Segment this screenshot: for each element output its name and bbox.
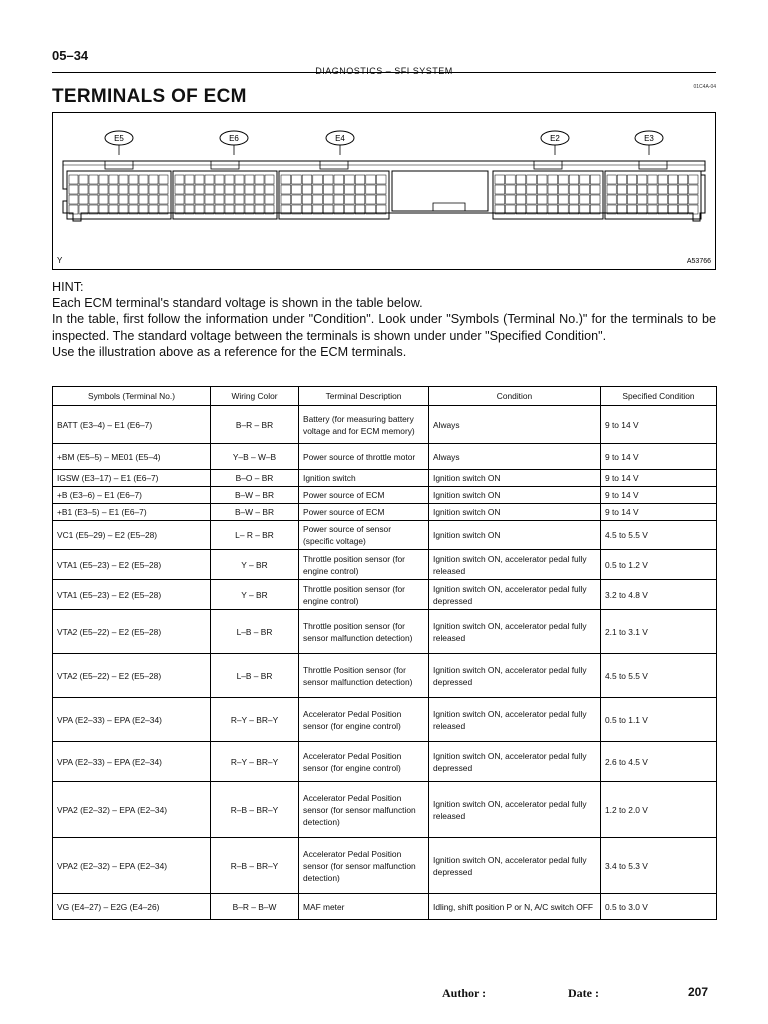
cell-terminal-description: MAF meter <box>299 894 429 920</box>
terminal-cell <box>559 195 569 204</box>
terminal-cell <box>537 185 547 194</box>
table-row <box>53 742 717 782</box>
terminal-cell <box>569 175 579 184</box>
header-condition: Condition <box>429 387 601 406</box>
terminal-cell <box>109 195 118 204</box>
cell-terminal-description: Power source of ECM <box>299 487 429 504</box>
cell-condition: Ignition switch ON, accelerator pedal fully released <box>429 698 601 742</box>
connector-e2 <box>493 131 603 219</box>
terminal-cell <box>506 185 516 194</box>
cell-wiring-color: Y–B – W–B <box>211 444 299 470</box>
terminal-cell <box>627 175 636 184</box>
terminal-cell <box>668 175 677 184</box>
cell-condition: Ignition switch ON <box>429 470 601 487</box>
document-code: 01C4A-04 <box>693 84 716 90</box>
table-row <box>53 782 717 838</box>
cell-specified-condition: 9 to 14 V <box>601 406 717 444</box>
terminal-cell <box>69 195 78 204</box>
terminal-cell <box>69 185 78 194</box>
terminal-cell <box>617 185 626 194</box>
terminal-cell <box>495 195 505 204</box>
table-row <box>53 406 717 444</box>
table-row <box>53 580 717 610</box>
cell-wiring-color: B–W – BR <box>211 504 299 521</box>
terminal-cell <box>366 195 376 204</box>
terminal-cell <box>119 185 128 194</box>
terminal-cell <box>679 175 688 184</box>
cell-symbols: VTA1 (E5–23) – E2 (E5–28) <box>53 580 211 610</box>
cell-condition: Ignition switch ON, accelerator pedal fully depressed <box>429 838 601 894</box>
cell-wiring-color: L–B – BR <box>211 610 299 654</box>
connector-e3 <box>605 131 701 219</box>
header-terminal-description: Terminal Description <box>299 387 429 406</box>
cell-condition: Ignition switch ON, accelerator pedal fully released <box>429 610 601 654</box>
terminal-cell <box>537 175 547 184</box>
connectors-layer <box>67 131 701 219</box>
terminal-cell <box>345 195 355 204</box>
terminal-cell <box>185 195 194 204</box>
terminal-cell <box>255 195 264 204</box>
cell-symbols: VTA2 (E5–22) – E2 (E5–28) <box>53 654 211 698</box>
terminal-cell <box>569 185 579 194</box>
terminal-cell <box>89 195 98 204</box>
cell-symbols: VPA (E2–33) – EPA (E2–34) <box>53 742 211 782</box>
connector-label: E2 <box>550 134 560 143</box>
figure-id: A53766 <box>686 258 711 265</box>
footer-date-label: Date : <box>568 986 599 1000</box>
terminal-cell <box>648 185 657 194</box>
terminal-cell <box>323 195 333 204</box>
terminal-cell <box>658 185 667 194</box>
terminal-cell <box>495 185 505 194</box>
terminal-cell <box>590 175 600 184</box>
footer-page-number: 207 <box>688 985 709 999</box>
terminal-cell <box>527 185 537 194</box>
hint-block <box>52 279 716 360</box>
cell-symbols: VTA2 (E5–22) – E2 (E5–28) <box>53 610 211 654</box>
terminal-cell <box>255 185 264 194</box>
terminal-cell <box>79 195 88 204</box>
cell-condition: Ignition switch ON <box>429 504 601 521</box>
terminal-cell <box>590 195 600 204</box>
terminal-cell <box>195 175 204 184</box>
cell-terminal-description: Throttle position sensor (for engine control) <box>299 550 429 580</box>
cell-specified-condition: 4.5 to 5.5 V <box>601 521 717 550</box>
terminal-cell <box>99 185 108 194</box>
table-row <box>53 487 717 504</box>
cell-symbols: +BM (E5–5) – ME01 (E5–4) <box>53 444 211 470</box>
terminal-cell <box>580 195 590 204</box>
terminal-cell <box>99 195 108 204</box>
connector-label: E4 <box>335 134 345 143</box>
cell-symbols: VPA2 (E2–32) – EPA (E2–34) <box>53 782 211 838</box>
cell-specified-condition: 2.1 to 3.1 V <box>601 610 717 654</box>
terminal-cell <box>495 175 505 184</box>
ecm-connector-diagram <box>53 113 715 269</box>
page-title: TERMINALS OF ECM <box>52 86 247 107</box>
terminal-cell <box>205 175 214 184</box>
terminal-cell <box>679 195 688 204</box>
table-row <box>53 838 717 894</box>
terminal-cell <box>69 175 78 184</box>
terminal-cell <box>689 195 698 204</box>
terminal-cell <box>245 185 254 194</box>
terminal-cell <box>516 195 526 204</box>
ecm-center-block <box>392 171 488 211</box>
terminal-cell <box>292 195 302 204</box>
table-row <box>53 550 717 580</box>
cell-condition: Ignition switch ON, accelerator pedal fully depressed <box>429 580 601 610</box>
terminal-cell <box>548 195 558 204</box>
cell-wiring-color: L– R – BR <box>211 521 299 550</box>
terminal-cell <box>281 185 291 194</box>
cell-specified-condition: 9 to 14 V <box>601 444 717 470</box>
terminal-cell <box>668 185 677 194</box>
cell-symbols: VTA1 (E5–23) – E2 (E5–28) <box>53 550 211 580</box>
terminal-cell <box>245 175 254 184</box>
terminal-cell <box>334 195 344 204</box>
cell-condition: Always <box>429 444 601 470</box>
terminal-cell <box>627 185 636 194</box>
terminal-cell <box>139 185 148 194</box>
terminal-cell <box>689 185 698 194</box>
hint-line-1: Each ECM terminal's standard voltage is shown in the table below. <box>52 296 423 311</box>
terminal-cell <box>376 175 386 184</box>
terminal-cell <box>580 175 590 184</box>
terminal-cell <box>159 175 168 184</box>
terminal-cell <box>355 175 365 184</box>
cell-wiring-color: L–B – BR <box>211 654 299 698</box>
cell-wiring-color: B–R – B–W <box>211 894 299 920</box>
hint-line-2: In the table, first follow the information under "Condition". Look under "Symbols (Terminal No.)" for the terminals to be inspected. The standard voltage between the terminals is shown under under "Specified Condition". <box>52 312 716 343</box>
table-row <box>53 698 717 742</box>
cell-terminal-description: Accelerator Pedal Position sensor (for sensor malfunction detection) <box>299 838 429 894</box>
terminal-cell <box>79 185 88 194</box>
cell-terminal-description: Throttle Position sensor (for sensor malfunction detection) <box>299 654 429 698</box>
terminal-cell <box>334 185 344 194</box>
terminal-cell <box>355 195 365 204</box>
terminal-cell <box>516 175 526 184</box>
table-header-row <box>53 387 717 406</box>
ecm-connector-figure <box>52 112 716 270</box>
terminal-cell <box>185 175 194 184</box>
cell-condition: Ignition switch ON, accelerator pedal fully released <box>429 782 601 838</box>
cell-symbols: +B (E3–6) – E1 (E6–7) <box>53 487 211 504</box>
terminal-cell <box>79 175 88 184</box>
terminal-cell <box>648 175 657 184</box>
terminal-cell <box>292 185 302 194</box>
terminal-cell <box>159 195 168 204</box>
terminal-cell <box>366 185 376 194</box>
terminal-cell <box>617 175 626 184</box>
terminal-cell <box>215 175 224 184</box>
terminal-cell <box>265 185 274 194</box>
terminal-cell <box>313 185 323 194</box>
terminal-cell <box>376 195 386 204</box>
terminal-cell <box>638 195 647 204</box>
cell-terminal-description: Accelerator Pedal Position sensor (for engine control) <box>299 698 429 742</box>
cell-terminal-description: Power source of throttle motor <box>299 444 429 470</box>
ecm-terminal-table <box>52 386 717 920</box>
table-row <box>53 504 717 521</box>
terminal-cell <box>109 185 118 194</box>
terminal-cell <box>109 175 118 184</box>
terminal-cell <box>265 175 274 184</box>
terminal-cell <box>129 175 138 184</box>
terminal-cell <box>281 195 291 204</box>
terminal-cell <box>265 195 274 204</box>
cell-condition: Idling, shift position P or N, A/C switch OFF <box>429 894 601 920</box>
cell-wiring-color: R–B – BR–Y <box>211 838 299 894</box>
terminal-cell <box>235 185 244 194</box>
terminal-cell <box>658 195 667 204</box>
terminal-cell <box>366 175 376 184</box>
cell-condition: Ignition switch ON <box>429 521 601 550</box>
cell-specified-condition: 1.2 to 2.0 V <box>601 782 717 838</box>
terminal-cell <box>129 195 138 204</box>
terminal-cell <box>355 185 365 194</box>
cell-symbols: IGSW (E3–17) – E1 (E6–7) <box>53 470 211 487</box>
footer-author-label: Author : <box>442 986 487 1000</box>
ecm-center-notch <box>433 203 465 211</box>
cell-specified-condition: 0.5 to 1.1 V <box>601 698 717 742</box>
cell-condition: Ignition switch ON, accelerator pedal fully depressed <box>429 654 601 698</box>
cell-symbols: VPA2 (E2–32) – EPA (E2–34) <box>53 838 211 894</box>
cell-wiring-color: B–O – BR <box>211 470 299 487</box>
terminal-cell <box>129 185 138 194</box>
terminal-cell <box>302 175 312 184</box>
connector-label: E5 <box>114 134 124 143</box>
terminal-cell <box>323 175 333 184</box>
terminal-cell <box>89 185 98 194</box>
cell-symbols: BATT (E3–4) – E1 (E6–7) <box>53 406 211 444</box>
terminal-cell <box>323 185 333 194</box>
cell-specified-condition: 4.5 to 5.5 V <box>601 654 717 698</box>
table-row <box>53 521 717 550</box>
ecm-housing-outline <box>63 161 705 221</box>
connector-e6 <box>173 131 277 219</box>
terminal-cell <box>607 185 616 194</box>
cell-terminal-description: Accelerator Pedal Position sensor (for engine control) <box>299 742 429 782</box>
terminal-cell <box>617 195 626 204</box>
hint-line-3: Use the illustration above as a reference for the ECM terminals. <box>52 344 407 359</box>
terminal-cell <box>205 195 214 204</box>
cell-terminal-description: Battery (for measuring battery voltage and for ECM memory) <box>299 406 429 444</box>
terminal-cell <box>225 185 234 194</box>
cell-symbols: VC1 (E5–29) – E2 (E5–28) <box>53 521 211 550</box>
terminal-cell <box>149 175 158 184</box>
cell-terminal-description: Ignition switch <box>299 470 429 487</box>
terminal-cell <box>638 175 647 184</box>
terminal-cell <box>225 175 234 184</box>
terminal-cell <box>292 175 302 184</box>
terminal-cell <box>255 175 264 184</box>
terminal-cell <box>195 195 204 204</box>
terminal-cell <box>580 185 590 194</box>
terminal-cell <box>668 195 677 204</box>
terminal-cell <box>89 175 98 184</box>
terminal-cell <box>302 195 312 204</box>
table-row <box>53 470 717 487</box>
terminal-cell <box>527 195 537 204</box>
terminal-cell <box>607 175 616 184</box>
cell-symbols: VG (E4–27) – E2G (E4–26) <box>53 894 211 920</box>
cell-condition: Ignition switch ON, accelerator pedal fully released <box>429 550 601 580</box>
terminal-cell <box>607 195 616 204</box>
terminal-cell <box>302 185 312 194</box>
terminal-cell <box>559 185 569 194</box>
connector-label: E6 <box>229 134 239 143</box>
terminal-cell <box>590 185 600 194</box>
terminal-cell <box>175 195 184 204</box>
cell-condition: Always <box>429 406 601 444</box>
terminal-cell <box>281 175 291 184</box>
terminal-cell <box>334 175 344 184</box>
terminal-cell <box>559 175 569 184</box>
header-rule <box>52 72 716 73</box>
terminal-cell <box>139 195 148 204</box>
table-body <box>53 406 717 920</box>
terminal-cell <box>679 185 688 194</box>
terminal-cell <box>537 195 547 204</box>
terminal-cell <box>195 185 204 194</box>
cell-terminal-description: Accelerator Pedal Position sensor (for sensor malfunction detection) <box>299 782 429 838</box>
cell-terminal-description: Power source of sensor (specific voltage) <box>299 521 429 550</box>
cell-wiring-color: Y – BR <box>211 580 299 610</box>
terminal-cell <box>149 195 158 204</box>
terminal-cell <box>548 185 558 194</box>
cell-wiring-color: R–Y – BR–Y <box>211 698 299 742</box>
terminal-cell <box>627 195 636 204</box>
header-specified-condition: Specified Condition <box>601 387 717 406</box>
table-row <box>53 894 717 920</box>
cell-terminal-description: Throttle position sensor (for engine control) <box>299 580 429 610</box>
cell-specified-condition: 0.5 to 3.0 V <box>601 894 717 920</box>
terminal-cell <box>205 185 214 194</box>
cell-condition: Ignition switch ON <box>429 487 601 504</box>
terminal-cell <box>215 195 224 204</box>
section-header: DIAGNOSTICS – SFI SYSTEM <box>315 66 453 76</box>
terminal-cell <box>516 185 526 194</box>
terminal-cell <box>376 185 386 194</box>
cell-wiring-color: B–W – BR <box>211 487 299 504</box>
terminal-cell <box>548 175 558 184</box>
terminal-cell <box>345 175 355 184</box>
terminal-cell <box>119 175 128 184</box>
terminal-cell <box>235 175 244 184</box>
connector-label: E3 <box>644 134 654 143</box>
cell-specified-condition: 3.4 to 5.3 V <box>601 838 717 894</box>
terminal-cell <box>185 185 194 194</box>
cell-specified-condition: 9 to 14 V <box>601 504 717 521</box>
cell-terminal-description: Throttle position sensor (for sensor malfunction detection) <box>299 610 429 654</box>
terminal-cell <box>139 175 148 184</box>
cell-specified-condition: 9 to 14 V <box>601 487 717 504</box>
cell-specified-condition: 3.2 to 4.8 V <box>601 580 717 610</box>
connector-e5 <box>67 131 171 219</box>
cell-wiring-color: R–Y – BR–Y <box>211 742 299 782</box>
terminal-cell <box>159 185 168 194</box>
header-symbols: Symbols (Terminal No.) <box>53 387 211 406</box>
terminal-cell <box>225 195 234 204</box>
hint-heading: HINT: <box>52 280 84 294</box>
terminal-cell <box>569 195 579 204</box>
terminal-cell <box>175 185 184 194</box>
terminal-cell <box>345 185 355 194</box>
cell-terminal-description: Power source of ECM <box>299 504 429 521</box>
terminal-cell <box>689 175 698 184</box>
terminal-cell <box>245 195 254 204</box>
terminal-cell <box>313 175 323 184</box>
table-row <box>53 444 717 470</box>
cell-specified-condition: 0.5 to 1.2 V <box>601 550 717 580</box>
terminal-cell <box>638 185 647 194</box>
cell-specified-condition: 2.6 to 4.5 V <box>601 742 717 782</box>
page-number-top: 05–34 <box>52 48 89 63</box>
table-row <box>53 654 717 698</box>
header-wiring-color: Wiring Color <box>211 387 299 406</box>
terminal-cell <box>215 185 224 194</box>
terminal-cell <box>658 175 667 184</box>
table-row <box>53 610 717 654</box>
terminal-cell <box>119 195 128 204</box>
terminal-cell <box>99 175 108 184</box>
terminal-cell <box>527 175 537 184</box>
terminal-cell <box>506 195 516 204</box>
terminal-cell <box>506 175 516 184</box>
cell-specified-condition: 9 to 14 V <box>601 470 717 487</box>
terminal-cell <box>175 175 184 184</box>
connector-e4 <box>279 131 389 219</box>
cell-wiring-color: B–R – BR <box>211 406 299 444</box>
cell-symbols: +B1 (E3–5) – E1 (E6–7) <box>53 504 211 521</box>
cell-wiring-color: Y – BR <box>211 550 299 580</box>
terminal-cell <box>313 195 323 204</box>
cell-wiring-color: R–B – BR–Y <box>211 782 299 838</box>
terminal-cell <box>235 195 244 204</box>
cell-condition: Ignition switch ON, accelerator pedal fully depressed <box>429 742 601 782</box>
cell-symbols: VPA (E2–33) – EPA (E2–34) <box>53 698 211 742</box>
terminal-cell <box>648 195 657 204</box>
terminal-cell <box>149 185 158 194</box>
figure-corner-label: Y <box>57 256 63 265</box>
